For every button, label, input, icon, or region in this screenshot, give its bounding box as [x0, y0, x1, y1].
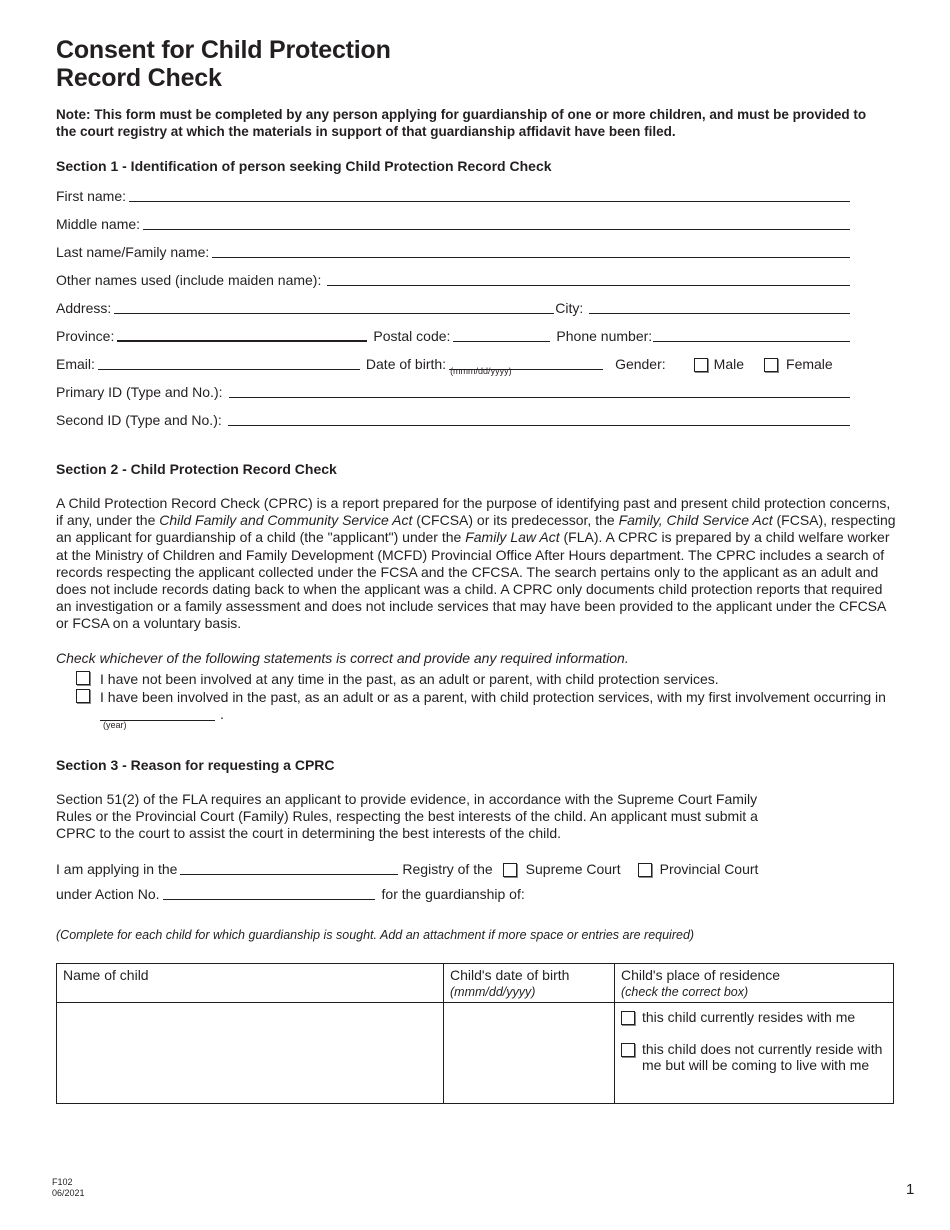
city-field[interactable]	[589, 299, 850, 314]
last-name-row	[56, 242, 850, 260]
child-dob-cell[interactable]	[444, 1003, 615, 1104]
header-residence-label: Child's place of residence	[621, 967, 781, 983]
city-label: City:	[555, 300, 584, 316]
phone-field[interactable]	[653, 327, 850, 342]
other-names-row	[56, 270, 850, 288]
last-name-field[interactable]	[212, 243, 850, 258]
section3-heading: Section 3 - Reason for requesting a CPRC	[56, 757, 335, 773]
section2-text-1: A Child Protection Record Check (CPRC) is a report prepared for the purpose of identifying past and present child protection concerns, if any, under the	[56, 495, 891, 529]
supreme-court-checkbox[interactable]	[503, 863, 517, 877]
middle-name-field[interactable]	[143, 215, 850, 230]
form-title	[56, 36, 391, 92]
email-field[interactable]	[98, 355, 360, 370]
provincial-court-checkbox[interactable]	[638, 863, 652, 877]
resides-with-me-label: this child currently resides with me	[642, 1009, 856, 1025]
form-number: F102	[52, 1177, 73, 1187]
coming-to-live-label: this child does not currently reside with me but will be coming to live with me	[642, 1041, 883, 1073]
phone-label: Phone number:	[556, 328, 653, 344]
dob-field[interactable]	[449, 355, 603, 376]
children-table	[56, 963, 894, 1104]
address-label: Address:	[56, 300, 112, 316]
residence-cell	[615, 1003, 894, 1104]
section2-text-2: (CFCSA) or its predecessor, the	[412, 512, 619, 529]
action-label: under Action No.	[56, 886, 160, 902]
postal-code-label: Postal code:	[373, 328, 451, 344]
option1-row	[76, 671, 916, 687]
header-name-label: Name of child	[63, 967, 149, 983]
first-name-row	[56, 186, 850, 204]
address-field[interactable]	[114, 299, 554, 314]
primary-id-label: Primary ID (Type and No.):	[56, 384, 223, 400]
applying-label: I am applying in the	[56, 861, 178, 877]
primary-id-row	[56, 382, 850, 400]
section2-paragraph	[56, 495, 896, 633]
guardianship-label: for the guardianship of:	[381, 886, 525, 902]
primary-id-field[interactable]	[229, 383, 851, 398]
header-dob-hint: (mmm/dd/yyyy)	[450, 985, 536, 999]
dob-label: Date of birth:	[365, 356, 447, 372]
dob-hint: (mmm/dd/yyyy)	[450, 366, 512, 376]
table-row	[57, 1003, 894, 1104]
email-label: Email:	[56, 356, 95, 372]
province-row	[56, 326, 850, 344]
applying-row	[56, 859, 776, 877]
cfcsa-act-name: Child Family and Community Service Act	[159, 512, 413, 529]
registry-label: Registry of the	[402, 861, 493, 877]
email-row	[56, 354, 850, 376]
second-id-row	[56, 410, 850, 428]
section2-text-3: (FCSA), respecting an applicant for guardianship of a child (the "applicant") under the	[56, 512, 896, 546]
provincial-court-label: Provincial Court	[659, 861, 759, 877]
child-name-cell[interactable]	[57, 1003, 444, 1104]
residence-option-2	[621, 1041, 887, 1073]
last-name-label: Last name/Family name:	[56, 244, 210, 260]
section2-instruction: Check whichever of the following statements is correct and provide any required information.	[56, 650, 629, 666]
section2-heading: Section 2 - Child Protection Record Check	[56, 461, 337, 477]
section3-paragraph: Section 51(2) of the FLA requires an applicant to provide evidence, in accordance with the Supreme Court Family Rules or the Provincial Court (Family) Rules, respecting the best interests of the child. An applicant must submit a CPRC to the court to assist the court in determining the best interests of the child.	[56, 791, 758, 842]
middle-name-label: Middle name:	[56, 216, 141, 232]
second-id-label: Second ID (Type and No.):	[56, 412, 222, 428]
option1-checkbox[interactable]	[76, 671, 90, 685]
header-residence	[615, 964, 894, 1003]
header-child-dob	[444, 964, 615, 1003]
table-header-row	[57, 964, 894, 1003]
section1-heading: Section 1 - Identification of person seeking Child Protection Record Check	[56, 158, 552, 174]
first-name-field[interactable]	[129, 187, 850, 202]
male-checkbox[interactable]	[694, 358, 708, 372]
year-field[interactable]	[100, 706, 215, 721]
postal-code-field[interactable]	[453, 327, 550, 342]
fcsa-act-name: Family, Child Service Act	[618, 512, 773, 529]
header-dob-label: Child's date of birth	[450, 967, 570, 983]
supreme-court-label: Supreme Court	[525, 861, 621, 877]
male-label: Male	[713, 356, 745, 372]
form-date: 06/2021	[52, 1188, 85, 1198]
province-field[interactable]	[117, 326, 367, 342]
title-line-2: Record Check	[56, 64, 222, 92]
address-row	[56, 298, 850, 316]
first-name-label: First name:	[56, 188, 127, 204]
option1-label: I have not been involved at any time in the past, as an adult or parent, with child protection services.	[100, 671, 719, 687]
year-hint: (year)	[103, 720, 127, 730]
province-label: Province:	[56, 328, 115, 344]
residence-option-1	[621, 1009, 887, 1025]
page-number: 1	[906, 1181, 915, 1198]
other-names-field[interactable]	[327, 271, 850, 286]
registry-field[interactable]	[180, 860, 398, 875]
other-names-label: Other names used (include maiden name):	[56, 272, 322, 288]
action-row	[56, 884, 576, 902]
resides-with-me-checkbox[interactable]	[621, 1011, 635, 1025]
fla-act-name: Family Law Act	[465, 529, 560, 546]
year-period: .	[220, 706, 224, 722]
second-id-field[interactable]	[228, 411, 850, 426]
option2-checkbox[interactable]	[76, 689, 90, 703]
female-label: Female	[786, 356, 833, 372]
female-checkbox[interactable]	[764, 358, 778, 372]
middle-name-row	[56, 214, 850, 232]
coming-to-live-checkbox[interactable]	[621, 1043, 635, 1057]
header-residence-hint: (check the correct box)	[621, 985, 749, 999]
section2-text-4: (FLA). A CPRC is prepared by a child welfare worker at the Ministry of Children and Family Development (MCFD) Provincial Office After Hours department. The CPRC includes a search of records respecting the applicant collected under the FCSA and the CFCSA. The search pertains only to the applicant as an adult and does not include records dating back to when the applicant was a child. A CPRC only documents child protection reports that required an investigation or a family assessment and does not include services that may have been provided to the applicant under the CFCSA or FCSA on a voluntary basis.	[56, 529, 890, 632]
title-line-1: Consent for Child Protection	[56, 36, 391, 64]
header-name-of-child	[57, 964, 444, 1003]
gender-label: Gender:	[615, 356, 666, 372]
option2-label: I have been involved in the past, as an adult or as a parent, with child protection services, with my first involvement occurring in	[100, 689, 886, 705]
action-number-field[interactable]	[163, 885, 375, 900]
option2-row	[76, 689, 916, 705]
form-footer	[52, 1177, 85, 1199]
complete-note: (Complete for each child for which guardianship is sought. Add an attachment if more space or entries are required)	[56, 928, 695, 942]
form-note: Note: This form must be completed by any person applying for guardianship of one or more children, and must be provided to the court registry at which the materials in support of that guardianship affidavit have been filed.	[56, 107, 867, 139]
